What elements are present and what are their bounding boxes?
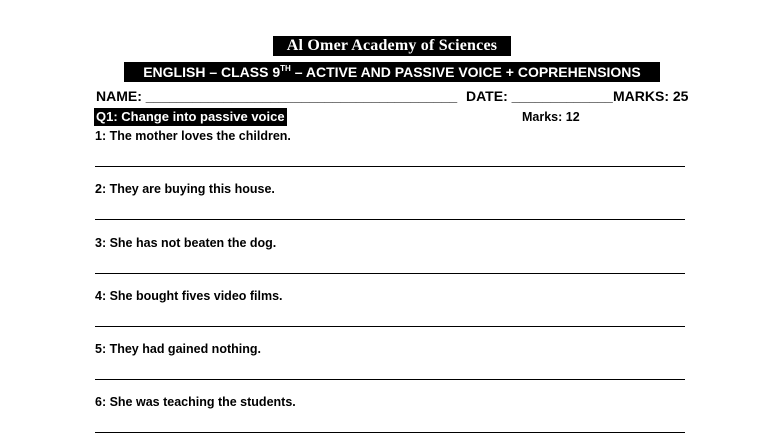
- section-title: Q1: Change into passive voice: [96, 109, 285, 124]
- answer-line-2: [95, 219, 685, 220]
- date-field: DATE: _____________: [466, 88, 613, 104]
- school-title: Al Omer Academy of Sciences: [273, 36, 511, 56]
- subtitle-superscript: TH: [280, 64, 291, 73]
- answer-line-5: [95, 379, 685, 380]
- question-2: 2: They are buying this house.: [95, 182, 275, 196]
- section-marks: Marks: 12: [522, 110, 580, 124]
- answer-line-1: [95, 166, 685, 167]
- answer-line-6: [95, 432, 685, 433]
- question-1: 1: The mother loves the children.: [95, 129, 291, 143]
- question-3: 3: She has not beaten the dog.: [95, 236, 277, 250]
- worksheet-subtitle: [124, 62, 660, 82]
- question-6: 6: She was teaching the students.: [95, 395, 296, 409]
- answer-line-4: [95, 326, 685, 327]
- subtitle-suffix: – ACTIVE AND PASSIVE VOICE + COPREHENSIONS: [290, 64, 641, 80]
- question-4: 4: She bought fives video films.: [95, 289, 283, 303]
- answer-line-3: [95, 273, 685, 274]
- question-5: 5: They had gained nothing.: [95, 342, 261, 356]
- total-marks: MARKS: 25: [613, 88, 689, 104]
- subtitle-prefix: ENGLISH – CLASS 9: [143, 64, 281, 80]
- name-field: NAME: ________________________________________: [96, 88, 458, 104]
- student-info-row: [96, 86, 696, 106]
